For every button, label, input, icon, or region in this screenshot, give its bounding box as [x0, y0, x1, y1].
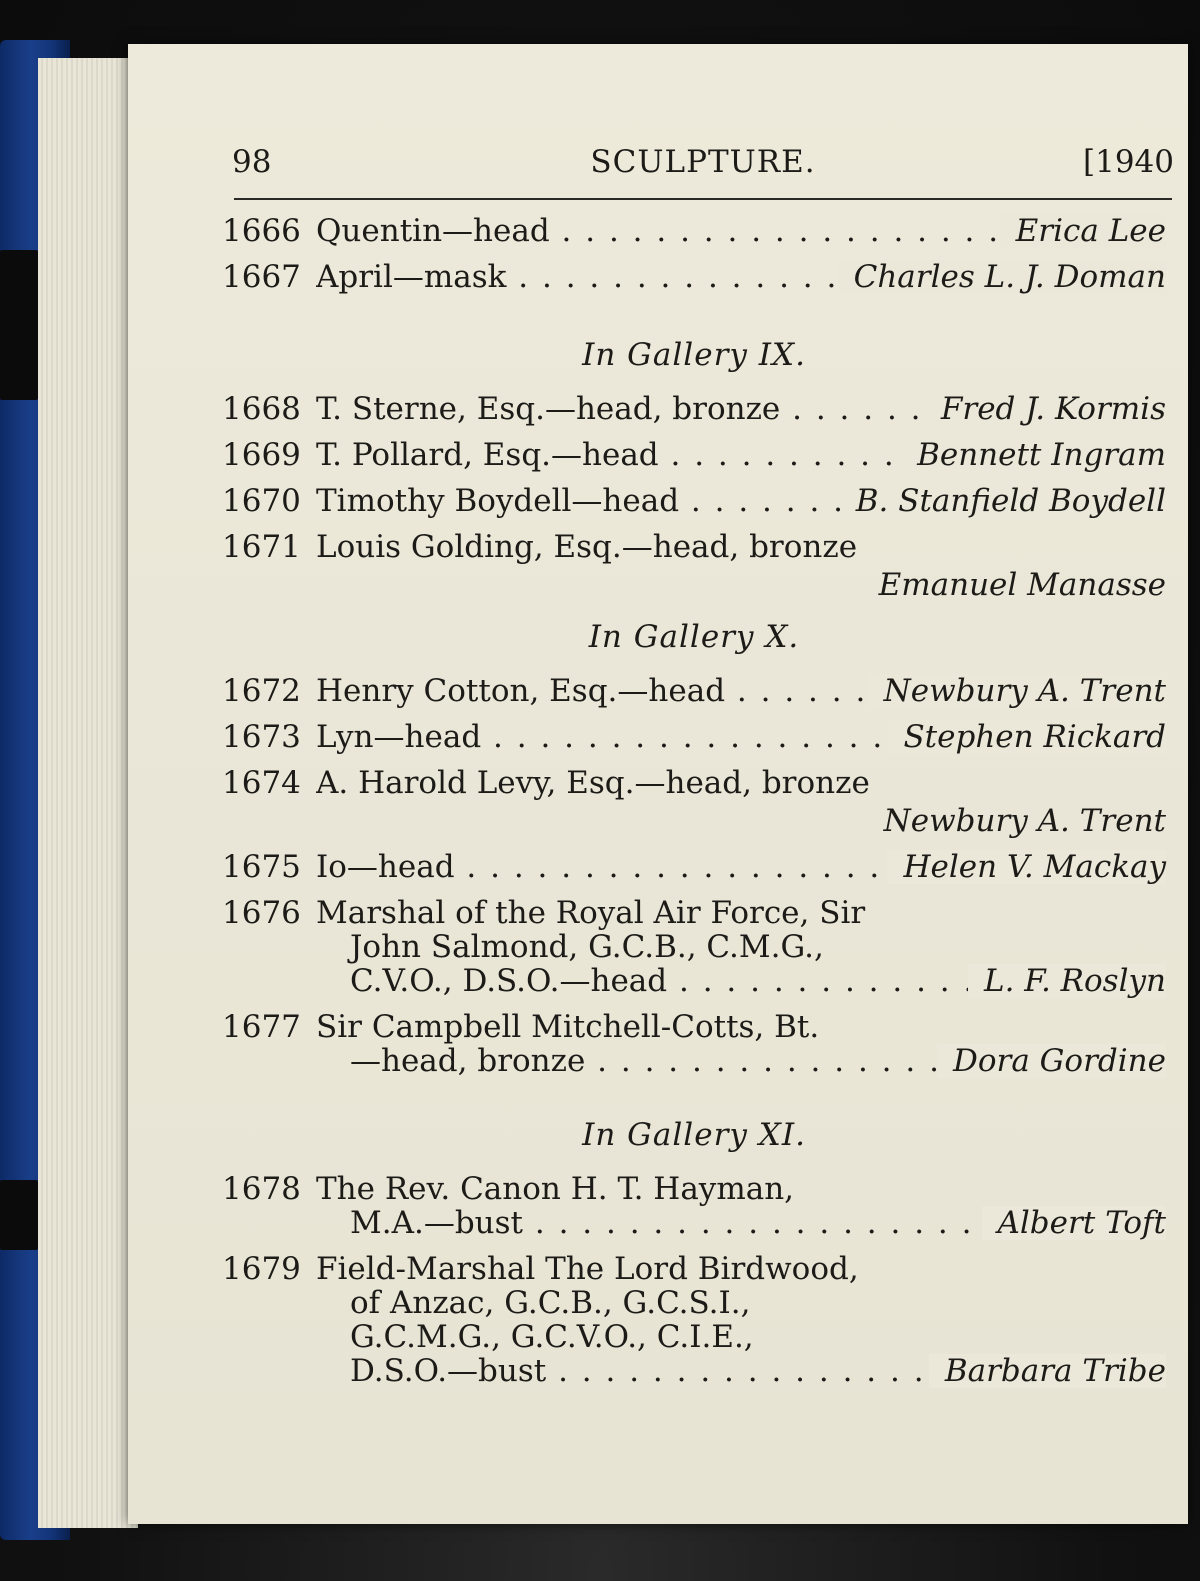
- work-title: T. Sterne, Esq.—head, bronze . . .: [316, 392, 925, 426]
- artist-name: Emanuel Manasse: [878, 567, 1166, 603]
- work-title: April—mask . . .: [316, 260, 838, 294]
- binding-clip-bottom: [0, 1180, 38, 1250]
- work-title: Sir Campbell Mitchell-Cotts, Bt. —head, bronze . . .: [316, 1010, 937, 1078]
- page-header: [232, 144, 1174, 184]
- artist-name: Newbury A. Trent: [883, 803, 1166, 839]
- list-item: [222, 1252, 1166, 1388]
- gallery-heading: In Gallery X.: [588, 619, 800, 655]
- running-title: SCULPTURE.: [590, 144, 816, 180]
- list-item: [222, 392, 1166, 426]
- catalogue-entries: [222, 214, 1166, 1400]
- list-item: [222, 438, 1166, 472]
- catalogue-number: 1679: [222, 1251, 301, 1287]
- artist-name: Helen V. Mackay: [887, 850, 1166, 884]
- work-title: Lyn—head . . .: [316, 720, 887, 754]
- work-title: Louis Golding, Esq.—head, bronze: [316, 530, 858, 564]
- work-title: A. Harold Levy, Esq.—head, bronze: [316, 766, 870, 800]
- catalogue-number: 1672: [222, 673, 301, 709]
- work-title: The Rev. Canon H. T. Hayman, M.A.—bust . . .: [316, 1172, 982, 1240]
- list-item: [222, 530, 1166, 602]
- page-number: 98: [232, 144, 272, 180]
- catalogue-number: 1675: [222, 849, 301, 885]
- catalogue-number: 1666: [222, 213, 301, 249]
- work-title: Field-Marshal The Lord Birdwood, of Anzac, G.C.B., G.C.S.I., G.C.M.G., G.C.V.O., C.I.E., D.S.O.—bust . . .: [316, 1252, 929, 1388]
- catalogue-number: 1676: [222, 895, 301, 931]
- list-item: [222, 1010, 1166, 1078]
- gallery-heading: In Gallery IX.: [582, 337, 806, 373]
- catalogue-number: 1673: [222, 719, 301, 755]
- work-title: Marshal of the Royal Air Force, Sir John Salmond, G.C.B., C.M.G., C.V.O., D.S.O.—head . . .: [316, 896, 968, 998]
- book-page: [128, 44, 1188, 1524]
- artist-name: Barbara Tribe: [929, 1354, 1166, 1388]
- list-item: [222, 896, 1166, 998]
- list-item: [222, 260, 1166, 294]
- binding-clip-top: [0, 250, 38, 400]
- header-rule: [234, 198, 1172, 200]
- work-title: Quentin—head . . .: [316, 214, 1000, 248]
- catalogue-number: 1674: [222, 765, 301, 801]
- list-item: [222, 484, 1166, 518]
- catalogue-number: 1678: [222, 1171, 301, 1207]
- artist-name: Albert Toft: [982, 1206, 1167, 1240]
- artist-name: Bennett Ingram: [901, 438, 1166, 472]
- artist-name: Dora Gordine: [937, 1044, 1166, 1078]
- page-edges: [38, 58, 138, 1528]
- work-title: Timothy Boydell—head . . .: [316, 484, 840, 518]
- artist-name: Stephen Rickard: [887, 720, 1166, 754]
- catalogue-number: 1677: [222, 1009, 301, 1045]
- artist-name: Newbury A. Trent: [868, 674, 1166, 708]
- list-item: [222, 766, 1166, 838]
- work-title: Henry Cotton, Esq.—head . . .: [316, 674, 868, 708]
- artist-name: Fred J. Kormis: [925, 392, 1166, 426]
- catalogue-number: 1668: [222, 391, 301, 427]
- artist-name: B. Stanfield Boydell: [840, 484, 1166, 518]
- list-item: [222, 214, 1166, 248]
- catalogue-number: 1670: [222, 483, 301, 519]
- list-item: [222, 1172, 1166, 1240]
- work-title: T. Pollard, Esq.—head . . .: [316, 438, 901, 472]
- artist-name: Erica Lee: [1000, 214, 1166, 248]
- catalogue-number: 1667: [222, 259, 301, 295]
- work-title: Io—head . . .: [316, 850, 887, 884]
- gallery-heading: In Gallery XI.: [582, 1117, 806, 1153]
- artist-name: Charles L. J. Doman: [838, 260, 1166, 294]
- catalogue-number: 1671: [222, 529, 301, 565]
- artist-name: L. F. Roslyn: [968, 964, 1166, 998]
- catalogue-number: 1669: [222, 437, 301, 473]
- list-item: [222, 720, 1166, 754]
- year-marker: [1940: [1083, 144, 1174, 180]
- list-item: [222, 850, 1166, 884]
- list-item: [222, 674, 1166, 708]
